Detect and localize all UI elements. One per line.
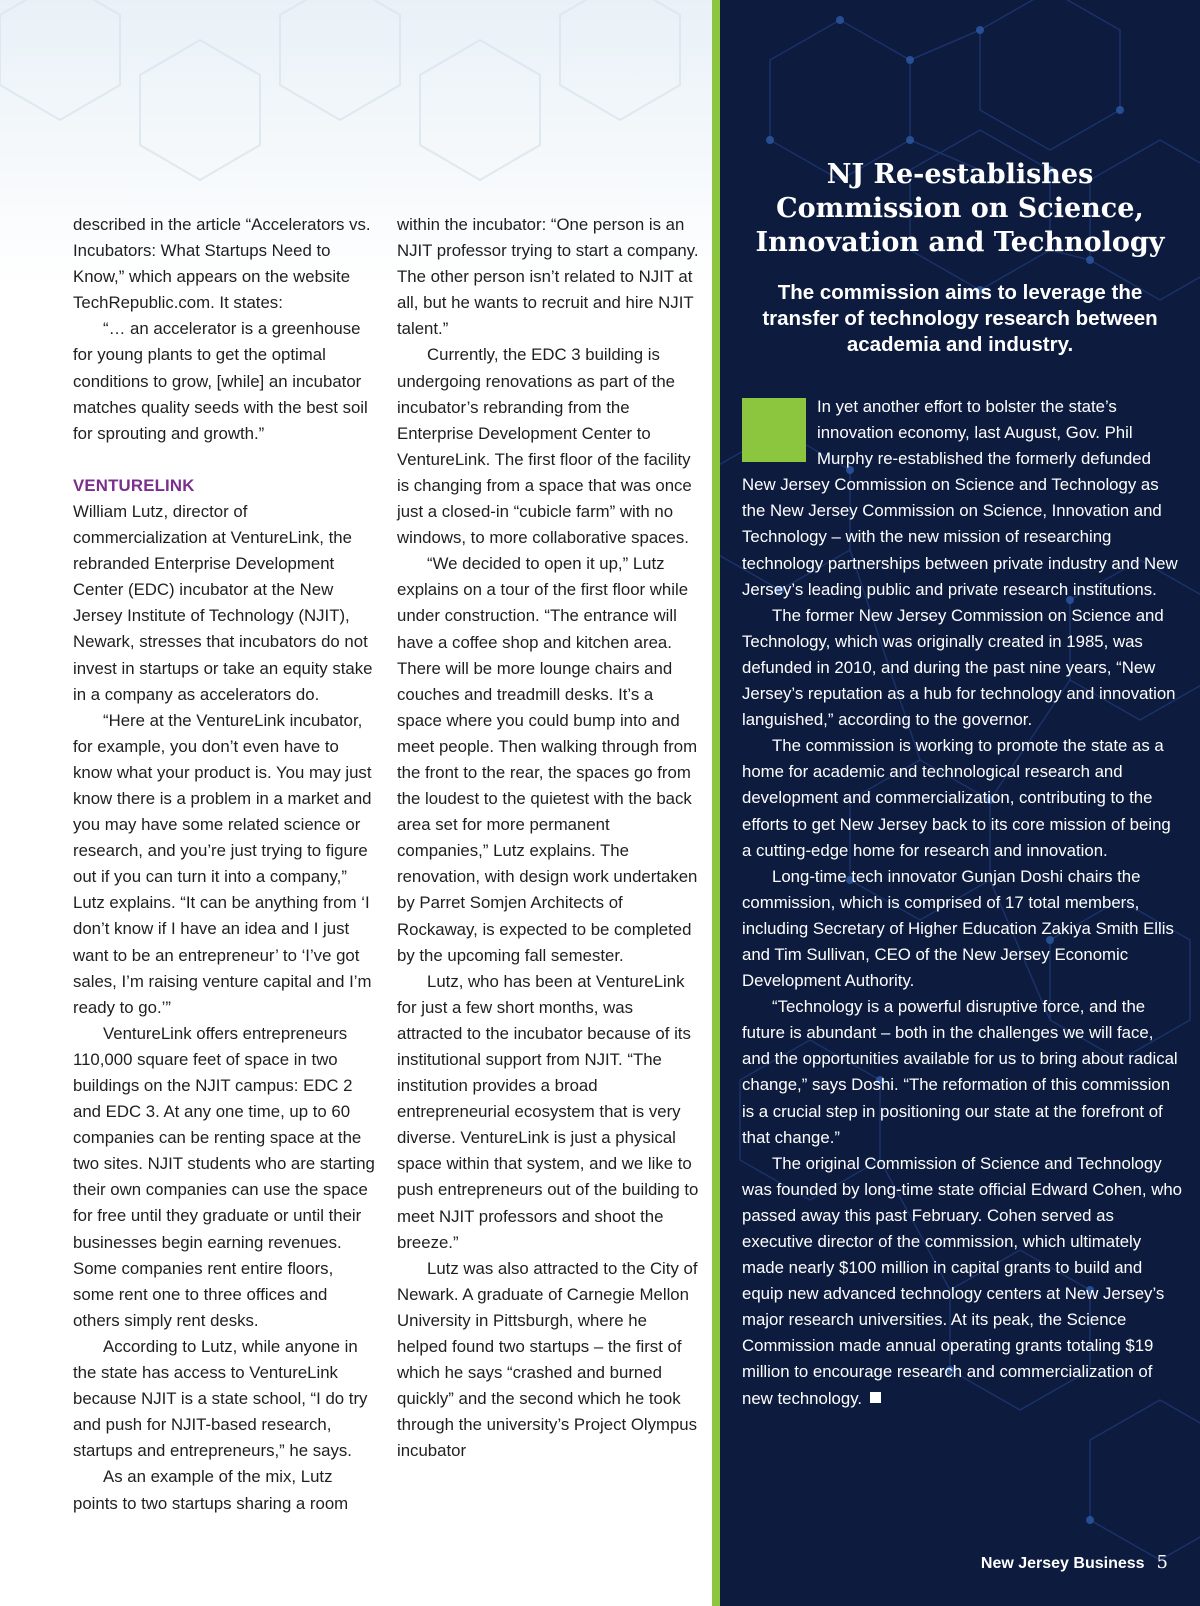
paragraph: described in the article “Accelerators vs. Incubators: What Startups Need to Know,” which appears on the website TechRepublic.com. It states: [73, 215, 371, 313]
paragraph: The former New Jersey Commission on Science and Technology, which was originally created in 1985, was defunded in 2010, and during the past nine years, “New Jersey’s reputation as a hub for technology and innovation languished,” according to the governor. [742, 605, 1176, 730]
quote-paragraph: “… an accelerator is a greenhouse for young plants to get the optimal conditions to grow, [while] an incubator matches quality seeds with the best soil for sprouting and growth.” [73, 319, 368, 443]
paragraph: Lutz, who has been at VentureLink for just a few short months, was attracted to the incubator because of its institutional support from NJIT. “The institution provides a broad entrepreneurial ecosystem that is very diverse. VentureLink is just a physical space within that system, and we like to push entrepreneurs out of the building to meet NJIT professors and shoot the breeze.” [397, 971, 699, 1252]
page-footer [981, 1552, 1168, 1573]
paragraph: “Here at the VentureLink incubator, for example, you don’t even have to know what your product is. You may just know there is a problem in a market and you may have some related science or research, and you’re just trying to figure out if you can turn it into a company,” Lutz explains. “It can be anything from ‘I don’t know if I have an idea and I just want to be an entrepreneur’ to ‘I’ve got sales, I’m raising venture capital and I’m ready to go.’” [73, 710, 372, 1017]
paragraph: within the incubator: “One person is an NJIT professor trying to start a company. The other person isn’t related to NJIT at all, but he wants to recruit and hire NJIT talent.” [397, 215, 699, 339]
paragraph: “We decided to open it up,” Lutz explains on a tour of the first floor while under construction. “The entrance will have a coffee shop and kitchen area. There will be more lounge chairs and couches and treadmill desks. It’s a space where you could bump into and meet people. Then walking through from the front to the rear, the spaces go from the loudest to the quietest with the back area set for more permanent companies,” Lutz explains. The renovation, with design work undertaken by Parret Somjen Architects of Rockaway, is expected to be completed by the upcoming fall semester. [397, 554, 698, 965]
paragraph: Currently, the EDC 3 building is undergoing renovations as part of the incubator’s rebranding from the Enterprise Development Center to VentureLink. The first floor of the facility is changing from a space that was once just a closed-in “cubicle farm” with no windows, to more collaborative spaces. [397, 345, 692, 548]
paragraph: “Technology is a powerful disruptive force, and the future is abundant – both in the challenges we will face, and the opportunities available for us to bring about radical change,” says Doshi. “The reformation of this commission is a crucial step in positioning our state at the forefront of that change.” [742, 997, 1178, 1147]
end-mark-icon [870, 1392, 881, 1403]
sidebar-panel [720, 0, 1200, 1606]
sidebar-subtitle: The commission aims to leverage the transfer of technology research between academia and industry. [762, 281, 1158, 356]
paragraph: Lutz was also attracted to the City of Newark. A graduate of Carnegie Mellon University in Pittsburgh, where he helped found two startups – the first of which he says “crashed and burned quickly” and the second which he took through the university’s Project Olympus incubator [397, 1258, 698, 1461]
green-divider [712, 0, 720, 1606]
paragraph: William Lutz, director of commercialization at VentureLink, the rebranded Enterprise Development Center (EDC) incubator at the New Jersey Institute of Technology (NJIT), Newark, stresses that incubators do not invest in startups or take an equity stake in a company as accelerators do. [73, 501, 373, 704]
paragraph-text: The original Commission of Science and Technology was founded by long-time state official Edward Cohen, who passed away this past February. Cohen served as executive director of the commission, which ultimately made nearly $100 million in capital grants to build and equip new advanced technology centers at New Jersey’s major research universities. At its peak, the Science Commission made annual operating grants totaling $19 million to encourage research and commercialization of new technology. [742, 1153, 1182, 1408]
paragraph: According to Lutz, while anyone in the state has access to VentureLink because NJIT is a state school, “I do try and push for NJIT-based research, startups and entrepreneurs,” he says. [73, 1336, 368, 1461]
paragraph: VentureLink offers entrepreneurs 110,000 square feet of space in two buildings on the NJIT campus: EDC 2 and EDC 3. At any one time, up to 60 companies can be renting space at the two sites. NJIT students who are starting their own companies can use the space for free until they graduate or until their businesses begin earning revenues. Some companies rent entire floors, some rent one to three offices and others simply rent desks. [73, 1023, 375, 1330]
article-column-2 [397, 212, 702, 1465]
sidebar-title: NJ Re-establishes Commission on Science, Innovation and Technology [755, 159, 1165, 258]
page-number: 5 [1156, 1552, 1168, 1573]
publication-name: New Jersey Business [980, 1555, 1145, 1572]
paragraph: The commission is working to promote the state as a home for academic and technological research and development and commercialization, contributing to the efforts to get New Jersey back to its core mission of being a cutting-edge home for research and innovation. [742, 736, 1171, 860]
paragraph: As an example of the mix, Lutz points to two startups sharing a room [73, 1467, 349, 1513]
final-paragraph [742, 1151, 1182, 1412]
paragraph: Long-time tech innovator Gunjan Doshi chairs the commission, which is comprised of 17 total members, including Secretary of Higher Education Zakiya Smith Ellis and Tim Sullivan, CEO of the New Jersey Economic Development Authority. [742, 866, 1174, 991]
paragraph: In yet another effort to bolster the state’s innovation economy, last August, Gov. Phil Murphy re-established the formerly defunded New Jersey Commission on Science and Technology as the New Jersey Commission on Science, Innovation and Technology – with the new mission of researching technology partnerships between private industry and New Jersey’s leading public and private research institutions. [742, 397, 1178, 599]
section-heading-venturelink: VENTURELINK [73, 475, 195, 495]
article-column-1 [73, 212, 378, 1517]
sidebar-body [742, 394, 1182, 1412]
